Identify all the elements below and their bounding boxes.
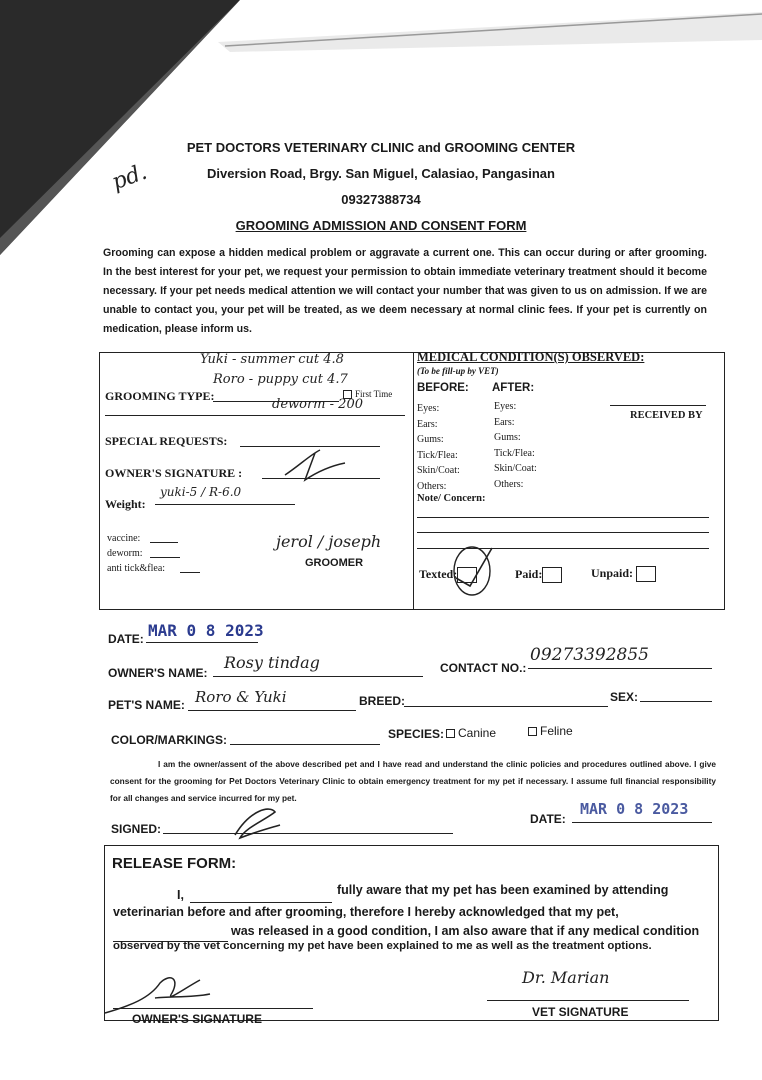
signed-label: SIGNED: [111,822,162,836]
grooming-entry-1: Yuki - summer cut 4.8 [200,352,344,367]
clinic-phone: 09327388734 [341,192,421,207]
before-tick: Tick/Flea: [417,449,458,461]
owner-signature-scribble [280,445,350,490]
canine-option[interactable] [446,726,496,740]
before-skin: Skin/Coat: [417,465,460,477]
special-requests-label: SPECIAL REQUESTS: [105,434,228,448]
owner-signature-release-label: OWNER'S SIGNATURE [132,1012,262,1026]
vaccine-label: vaccine: [107,533,141,544]
release-title: RELEASE FORM: [112,855,237,872]
groomer-label: GROOMER [305,557,364,569]
medical-title: MEDICAL CONDITION(S) OBSERVED: [417,350,645,364]
before-ears: Ears: [417,418,438,430]
first-time-box[interactable] [343,390,352,399]
first-time-label: First Time [355,389,393,399]
species-label: SPECIES: [388,727,445,741]
vet-name: Dr. Marian [522,968,610,987]
after-ears: Ears: [494,416,515,428]
feline-checkbox[interactable] [528,727,537,736]
release-i: I, [177,888,184,902]
after-tick: Tick/Flea: [494,447,535,459]
sex-label: SEX: [610,690,639,704]
consent-paragraph: I am the owner/assent of the above described pet and I have read and understand the clinic policies and procedures outlined above. I give consent for the grooming for Pet Doctors Veterinary Clinic to obtain emergency treatment for my pet if necessary. I assume full financial responsibility for all changes and service incurred for my pet. [110,759,716,803]
unpaid-field[interactable] [591,566,656,582]
paid-field[interactable] [515,567,562,583]
canine-label: Canine [458,726,497,740]
grooming-entry-2: Roro - puppy cut 4.7 [213,372,348,387]
date-stamp: MAR 0 8 2023 [148,621,264,640]
before-eyes: Eyes: [417,403,440,414]
canine-checkbox[interactable] [446,729,455,738]
paid-label: Paid: [515,567,543,581]
deworm-label: deworm: [107,548,143,559]
before-label: BEFORE: [417,382,469,394]
first-time-checkbox[interactable] [343,389,392,399]
clinic-address: Diversion Road, Brgy. San Miguel, Calasiao, Pangasinan [207,166,555,181]
contact-label: CONTACT NO.: [440,661,527,675]
pet-name-label: PET'S NAME: [108,698,185,712]
unpaid-label: Unpaid: [591,566,634,580]
before-gums: Gums: [417,434,444,446]
note-label: Note/ Concern: [417,493,486,504]
texted-check-scribble [448,538,498,600]
color-label: COLOR/MARKINGS: [111,733,227,747]
grooming-entry-3: deworm - 200 [272,397,363,412]
grooming-type-label: GROOMING TYPE: [105,389,215,403]
medical-subtitle: (To be fill-up by VET) [417,366,499,376]
after-skin: Skin/Coat: [494,463,537,475]
feline-label: Feline [540,724,573,738]
weight-label: Weight: [105,497,146,511]
date-label: DATE: [108,632,144,646]
texted-label: Texted: [419,567,458,581]
owner-signature-label: OWNER'S SIGNATURE : [105,466,243,480]
clinic-name: PET DOCTORS VETERINARY CLINIC and GROOMING CENTER [186,140,576,155]
pet-name-value: Roro & Yuki [195,688,287,706]
form-title: GROOMING ADMISSION AND CONSENT FORM [235,218,527,233]
handwritten-note: pd. [108,159,151,196]
vet-signature-label: VET SIGNATURE [532,1005,629,1019]
after-gums: Gums: [494,432,521,444]
after-label: AFTER: [492,382,535,394]
anti-tick-label: anti tick&flea: [107,563,166,574]
before-others: Others: [417,480,447,492]
unpaid-checkbox[interactable] [636,566,656,582]
signed-date-label: DATE: [530,812,566,826]
signed-date-stamp: MAR 0 8 2023 [580,800,689,818]
feline-option[interactable] [528,724,573,738]
received-by-label: RECEIVED BY [630,410,703,421]
box-divider [413,352,414,610]
paid-checkbox[interactable] [542,567,562,583]
breed-label: BREED: [359,694,406,708]
owner-name-value: Rosy tindag [224,653,320,672]
signed-scribble [225,800,285,845]
weight-value: yuki-5 / R-6.0 [160,485,242,499]
release-text-4: observed by the vet concerning my pet have been explained to me as well as the treatment options. [113,940,652,952]
contact-value: 09273392855 [530,645,649,665]
release-text-1: fully aware that my pet has been examined by attending [337,883,669,897]
after-items [494,399,537,493]
release-text-3: was released in a good condition, I am also aware that if any medical condition [231,924,700,938]
before-items [417,401,460,495]
after-others: Others: [494,478,524,490]
after-eyes: Eyes: [494,401,517,412]
release-text-2: veterinarian before and after grooming, therefore I hereby acknowledged that my pet, [113,905,619,919]
intro-paragraph: Grooming can expose a hidden medical problem or aggravate a current one. This can occur during or after grooming. In the best interest for your pet, we request your permission to obtain immediate veterinary treatment should it become necessary. If your pet needs medical attention we will contact your number that was given to us on admission. If we are unable to contact you, your pet will be treated, as we deem necessary at normal clinic fees. If your pet is currently on medication, please inform us. [103,247,707,335]
owner-name-label: OWNER'S NAME: [108,666,208,680]
groomer-name: jerol / joseph [276,532,382,551]
